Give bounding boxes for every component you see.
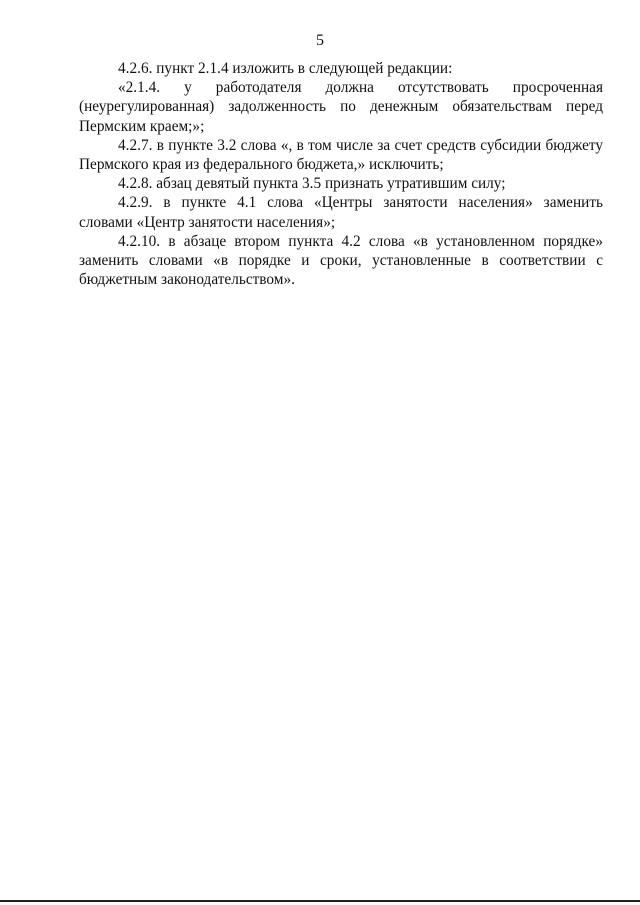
paragraph-4-2-7: 4.2.7. в пункте 3.2 слова «, в том числе за счет средств субсидии бюджету Пермского края из федерального бюджета,» исключить; (79, 136, 603, 174)
paragraph-4-2-8: 4.2.8. абзац девятый пункта 3.5 признать утратившим силу; (118, 175, 506, 193)
page-number: 5 (316, 32, 324, 49)
paragraph-4-2-10: 4.2.10. в абзаце втором пункта 4.2 слова «в установленном порядке» заменить словами «в порядке и сроки, установленные в соответствии с бюджетным законодательством». (79, 232, 603, 289)
document-body (79, 59, 603, 289)
paragraph-4-2-9: 4.2.9. в пункте 4.1 слова «Центры занятости населения» заменить словами «Центр занятости населения»; (79, 194, 603, 231)
scan-bottom-edge (0, 900, 640, 902)
paragraph-4-2-6: 4.2.6. пункт 2.1.4 изложить в следующей редакции: (118, 60, 453, 77)
paragraph-quoted-2-1-4: «2.1.4. у работодателя должна отсутствовать просроченная (неурегулированная) задолженность по денежным обязательствам перед Пермским краем;»; (79, 79, 603, 135)
